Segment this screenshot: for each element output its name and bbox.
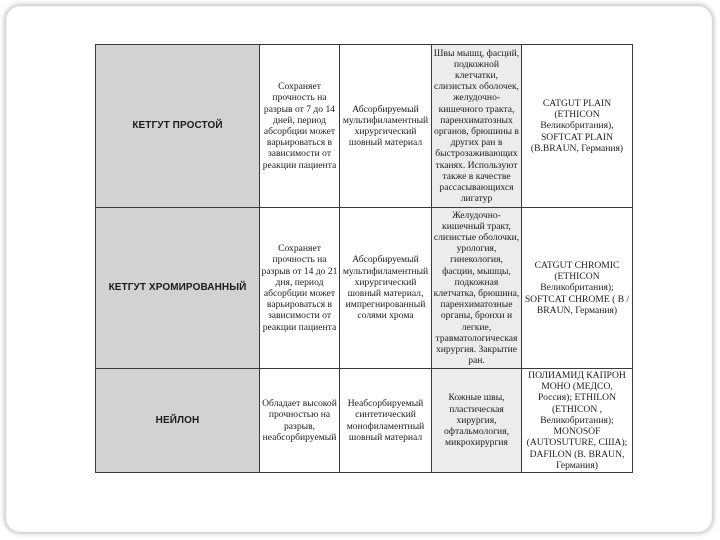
usage-text: Желудочно-кишечный тракт, слизистые оболочки, урология, гинекология, фасции, мышцы, подкожная клетчатка, брюшина, паренхиматозные органы, бронхи и легкие, травматологическая хирургия. Закрытие ран. (433, 209, 520, 367)
property-cell (260, 208, 340, 369)
material-name: НЕЙЛОН (155, 414, 200, 426)
property-cell (260, 369, 340, 473)
property-text: Сохраняет прочность на разрыв от 7 до 14 дней, период абсорбции может варьироваться в зависимости от реакции пациента (262, 81, 337, 171)
material-name: КЕТГУТ ХРОМИРОВАННЫЙ (108, 282, 247, 294)
property-text: Обладает высокой прочностью на разрыв, неабсорбируемый (262, 398, 337, 443)
brands-cell (522, 45, 633, 208)
type-cell (340, 369, 432, 473)
usage-cell (432, 208, 522, 369)
material-name-cell (96, 208, 260, 369)
material-name-cell (96, 45, 260, 208)
type-cell (340, 45, 432, 208)
suture-materials-table (95, 44, 633, 473)
usage-text: Кожные швы, пластическая хирургия, офтальмология, микрохирургия (443, 392, 510, 449)
table-row (96, 208, 633, 369)
type-text: Абсорбируемый мультифиламентный хирургический шовный материал (342, 103, 429, 149)
material-name-cell (96, 369, 260, 473)
type-text: Неабсорбируемый синтетический монофиламентный шовный материал (346, 398, 425, 443)
type-text: Абсорбируемый мультифиламентный хирургический шовный материал, импрегнированный солями хрома (342, 254, 429, 322)
property-cell (260, 45, 340, 208)
brands-text: CATGUT CHROMIC (ETHICON Великобритания); SOFTCAT CHROME ( B / BRAUN, Германия) (524, 259, 630, 316)
usage-cell (432, 45, 522, 208)
usage-cell (432, 369, 522, 473)
brands-cell (522, 369, 633, 473)
usage-text: Швы мышц, фасций, подкожной клетчатки, слизистых оболочек, желудочно-кишечного тракта, паренхиматозных органов, брюшины в других ран в быстрозаживающих тканях. Используют также в качестве рассасывающихся лигатур (433, 47, 520, 205)
brands-cell (522, 208, 633, 369)
table-row (96, 45, 633, 208)
property-text: Сохраняет прочность на разрыв от 14 до 21 дня, период абсорбции может варьироваться в зависимости от реакции пациента (261, 243, 338, 333)
type-cell (340, 208, 432, 369)
material-name: КЕТГУТ ПРОСТОЙ (132, 120, 223, 132)
table-row (96, 369, 633, 473)
brands-text: ПОЛИАМИД КАПРОН МОНО (МЕДСО, Россия); ETHILON (ETHICON , Великобритания); MONOSOF (AUTOSUTURE, США); DAFILON (B. BRAUN, Германия) (526, 370, 628, 471)
brands-text: CATGUT PLAIN (ETHICON Великобритания), SOFTCAT PLAIN (B.BRAUN, Германия) (530, 97, 624, 154)
